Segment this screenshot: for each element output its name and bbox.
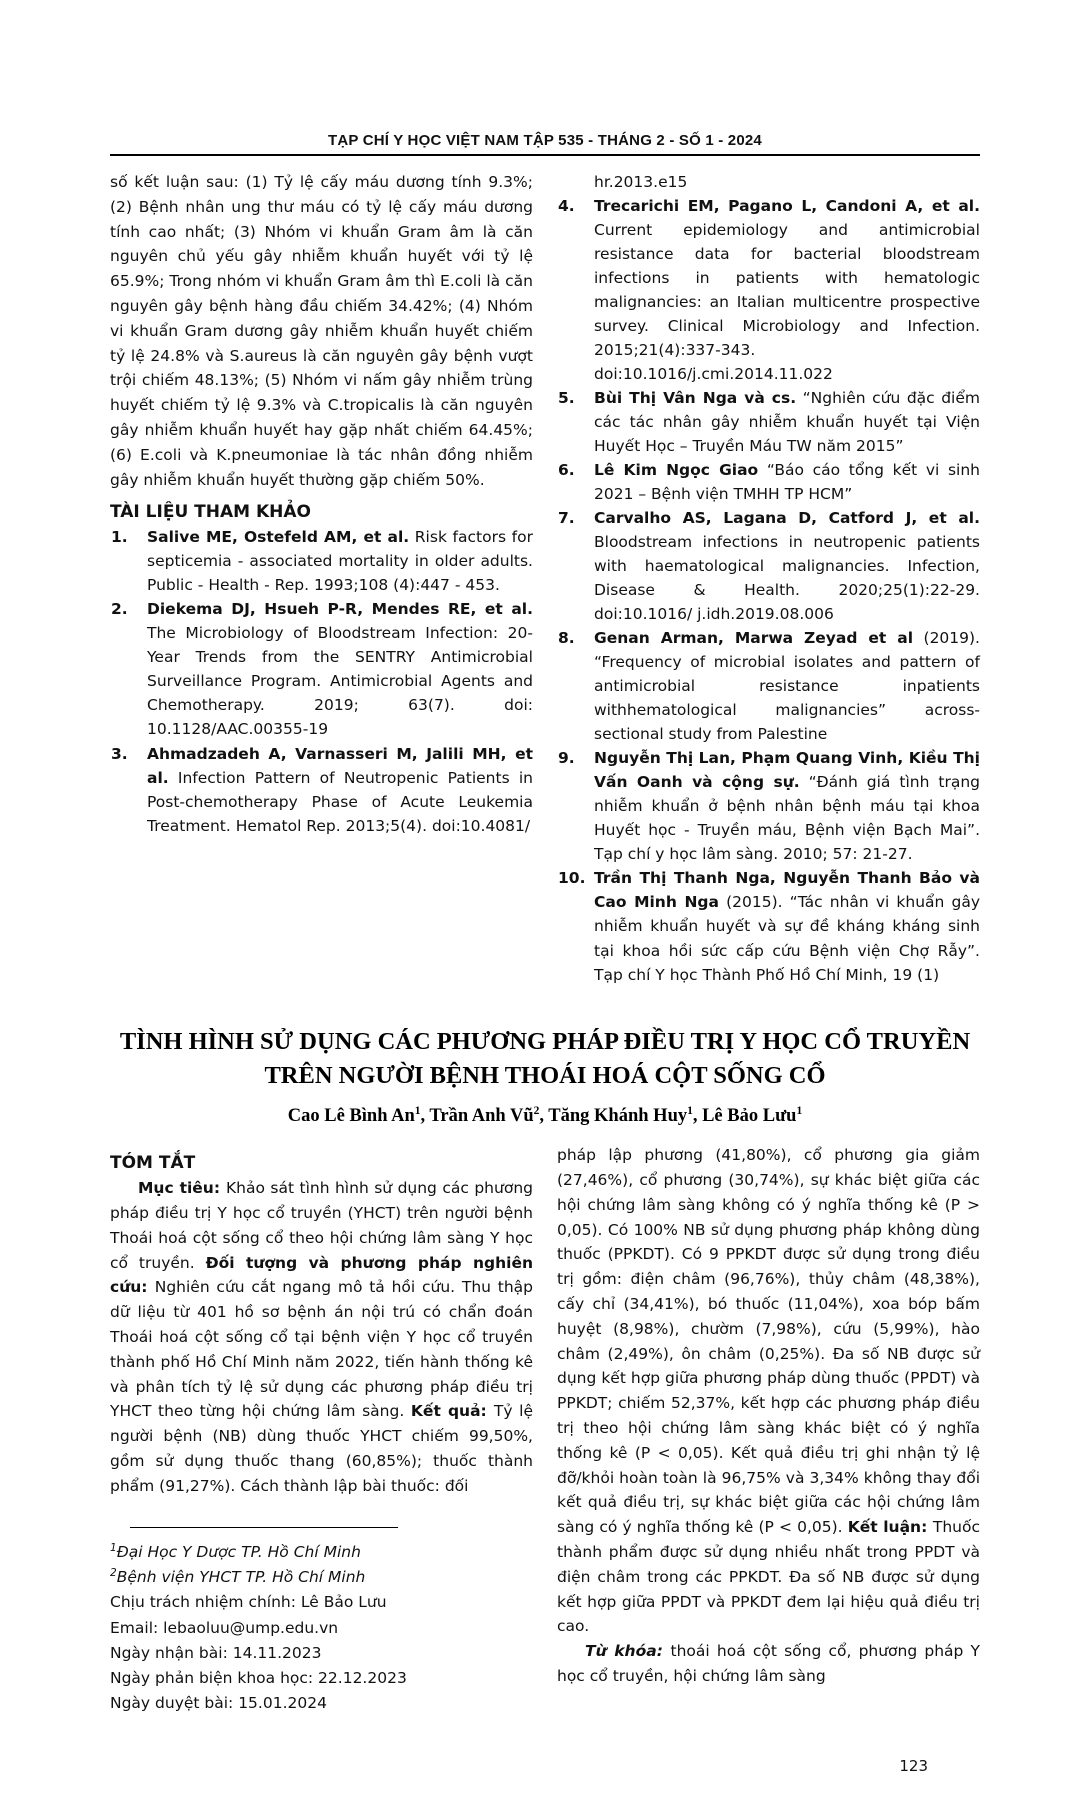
reference-text: Current epidemiology and antimicrobial resistance data for bacterial bloodstream infections in patients with hematologic malignancies: an Italian multicentre prospective survey. Clinical Microbiology and Infection. 2015;21(4):337-343. doi:10.1016/j.cmi.2014.11.022 — [594, 221, 980, 384]
reference-number: 10. — [558, 869, 586, 888]
abstract-left-column — [110, 1143, 533, 1716]
abstract-section — [110, 1143, 980, 1716]
reference-list-left — [110, 525, 533, 837]
author-name: , Lê Bảo Lưu — [692, 1106, 797, 1127]
reference-item — [557, 626, 980, 746]
conclusion-paragraph: số kết luận sau: (1) Tỷ lệ cấy máu dương tính 9.3%; (2) Bệnh nhân ung thư máu có tỷ lệ cấy máu dương tính cao nhất; (3) Nhóm vi khuẩn Gram âm là căn nguyên chủ yếu gây nhiễm khuẩn huyết với tỷ lệ 65.9%; Trong nhóm vi khuẩn Gram âm thì E.coli là căn nguyên gây bệnh hàng đầu chiếm 34.42%; (4) Nhóm vi khuẩn Gram dương gây nhiễm khuẩn huyết chiếm tỷ lệ 24.8% và S.aureus là căn nguyên gây bệnh vượt trội chiếm 48.13%; (5) Nhóm vi nấm gây nhiễm trùng huyết chiếm tỷ lệ 9.3% và C.tropicalis là căn nguyên gây nhiễm khuẩn huyết hay gặp nhất chiếm 64.45%; (6) E.coli và K.pneumoniae là tác nhân đồng nhiễm gây nhiễm khuẩn huyết thường gặp chiếm 50%. — [110, 173, 533, 489]
reference-continuation: hr.2013.e15 — [594, 173, 688, 191]
left-column — [110, 170, 533, 987]
author-affiliation-sup: 1 — [687, 1105, 693, 1118]
affiliation-sup: 1 — [110, 1541, 117, 1554]
reference-authors: Trecarichi EM, Pagano L, Candoni A, et al. — [594, 197, 980, 216]
author-affiliation-sup: 2 — [533, 1105, 540, 1118]
corresponding-author-line: Chịu trách nhiệm chính: Lê Bảo Lưu — [110, 1593, 387, 1612]
page-number: 123 — [899, 1756, 928, 1775]
reference-item — [557, 866, 980, 986]
footnote-rule — [130, 1527, 398, 1528]
received-date-line: Ngày nhận bài: 14.11.2023 — [110, 1643, 322, 1662]
reference-text: (2015). “Tác nhân vi khuẩn gây nhiễm khuẩn huyết và sự đề kháng kháng sinh tại khoa hồi sức cấp cứu Bệnh viện Chợ Rẫy”. Tạp chí Y học Thành Phố Hồ Chí Minh, 19 (1) — [594, 893, 980, 984]
reference-number: 1. — [111, 528, 128, 547]
reference-number: 4. — [558, 197, 575, 216]
reference-item — [557, 194, 980, 386]
email-line: Email: lebaoluu@ump.edu.vn — [110, 1618, 339, 1637]
abstract-paragraph-right — [557, 1143, 980, 1639]
reference-number: 8. — [558, 629, 575, 648]
author-affiliation-sup: 1 — [796, 1105, 803, 1118]
reference-number: 5. — [558, 389, 575, 408]
accepted-date-line: Ngày duyệt bài: 15.01.2024 — [110, 1694, 327, 1713]
abstract-methods-text: Nghiên cứu cắt ngang mô tả hồi cứu. Thu thập dữ liệu từ 401 hồ sơ bệnh án nội trú có chẩn đoán Thoái hoá cột sống cổ tại bệnh viện Y học cổ truyền thành phố Hồ Chí Minh năm 2022, tiến hành thống kê và phân tích tỷ lệ sử dụng các phương pháp điều trị YHCT theo từng hội chứng lâm sàng. — [110, 1278, 533, 1421]
affiliation-1 — [110, 1540, 533, 1565]
references-section — [110, 170, 980, 987]
keywords-label: Từ khóa: — [585, 1642, 671, 1661]
abstract-heading: TÓM TẮT — [110, 1153, 196, 1174]
reference-authors: Nguyễn Thị Lan, Phạm Quang Vinh, Kiều Thị Vấn Oanh và cộng sự. — [594, 749, 980, 792]
reference-authors: Trần Thị Thanh Nga, Nguyễn Thanh Bảo và Cao Minh Nga — [594, 869, 980, 912]
reference-text: Bloodstream infections in neutropenic patients with haematological malignancies. Infection, Disease & Health. 2020;25(1):22-29. doi:10.1016/ j.idh.2019.08.006 — [594, 533, 980, 624]
reference-item — [110, 525, 533, 597]
right-column — [557, 170, 980, 987]
reference-authors: Salive ME, Ostefeld AM, et al. — [147, 528, 410, 547]
abstract-methods-label: Đối tượng và phương pháp nghiên cứu: — [110, 1253, 534, 1297]
reference-number: 9. — [558, 749, 575, 768]
reference-authors: Bùi Thị Vân Nga và cs. — [594, 389, 797, 408]
abstract-right-column — [557, 1143, 980, 1716]
article-title-line1: TÌNH HÌNH SỬ DỤNG CÁC PHƯƠNG PHÁP ĐIỀU TRỊ Y HỌC CỔ TRUYỀN — [119, 1027, 971, 1055]
reference-text: “Báo cáo tổng kết vi sinh 2021 – Bệnh viện TMHH TP HCM” — [594, 461, 980, 504]
reference-number: 7. — [558, 509, 575, 528]
affiliation-text: Đại Học Y Dược TP. Hồ Chí Minh — [116, 1542, 361, 1561]
keywords-paragraph — [557, 1639, 980, 1689]
reference-authors: Genan Arman, Marwa Zeyad et al — [594, 629, 914, 648]
affiliation-sup: 2 — [110, 1567, 117, 1580]
keywords-text: thoái hoá cột sống cổ, phương pháp Y học cổ truyền, hội chứng lâm sàng — [557, 1642, 980, 1686]
reference-text: “Nghiên cứu đặc điểm các tác nhân gây nhiễm khuẩn huyết tại Viện Huyết Học – Truyền Máu TW năm 2015” — [594, 389, 980, 456]
reference-number: 2. — [111, 600, 128, 619]
author-line — [110, 1105, 980, 1127]
reference-number: 6. — [558, 461, 575, 480]
reference-list-right — [557, 194, 980, 987]
article-title-line2: TRÊN NGƯỜI BỆNH THOÁI HOÁ CỘT SỐNG CỔ — [264, 1061, 826, 1089]
footnote-block — [110, 1540, 533, 1717]
reference-number: 3. — [111, 744, 128, 763]
abstract-paragraph-left — [110, 1176, 533, 1498]
reference-text: The Microbiology of Bloodstream Infection: 20-Year Trends from the SENTRY Antimicrobial Surveillance Program. Antimicrobial Agents and Chemotherapy. 2019; 63(7). doi: 10.1128/AAC.00355-19 — [147, 624, 533, 739]
reference-text: (2019). “Frequency of microbial isolates and pattern of antimicrobial resistance inpatients withhematological malignancies” across-sectional study from Palestine — [594, 629, 980, 744]
reference-text: “Đánh giá tình trạng nhiễm khuẩn ở bệnh nhân bệnh máu tại khoa Huyết học - Truyền máu, Bệnh viện Bạch Mai”. Tạp chí y học lâm sàng. 2010; 57: 21-27. — [594, 773, 980, 864]
abstract-conclusion-text: Thuốc thành phẩm được sử dụng nhiều nhất trong PPDT và điện châm trong các PPKDT. Đa số NB được sử dụng kết hợp giữa PPDT và PPKDT đem lại hiệu quả điều trị cao. — [557, 1518, 980, 1636]
reference-authors: Carvalho AS, Lagana D, Catford J, et al. — [594, 509, 980, 528]
affiliation-2 — [110, 1565, 533, 1590]
author-affiliation-sup: 1 — [414, 1105, 421, 1118]
article-title — [110, 1025, 980, 1094]
abstract-objective-label: Mục tiêu: — [138, 1179, 226, 1198]
reviewed-date-line: Ngày phản biện khoa học: 22.12.2023 — [110, 1669, 407, 1688]
author-name: , Tăng Khánh Huy — [539, 1106, 688, 1127]
journal-running-head: TẠP CHÍ Y HỌC VIỆT NAM TẬP 535 - THÁNG 2 - SỐ 1 - 2024 — [110, 132, 980, 156]
reference-item — [557, 386, 980, 458]
reference-authors: Lê Kim Ngọc Giao — [594, 461, 759, 480]
reference-item — [557, 506, 980, 626]
author-name: Cao Lê Bình An — [287, 1106, 415, 1127]
reference-item — [557, 746, 980, 866]
reference-authors: Ahmadzadeh A, Varnasseri M, Jalili MH, et al. — [147, 744, 533, 787]
reference-text: Risk factors for septicemia - associated mortality in older adults. Public - Health - Rep. 1993;108 (4):447 - 453. — [147, 528, 533, 595]
abstract-objective-text: Khảo sát tình hình sử dụng các phương pháp điều trị Y học cổ truyền (YHCT) trên người bệnh Thoái hoá cột sống cổ theo hội chứng lâm sàng Y học cổ truyền. — [110, 1179, 533, 1272]
reference-item — [110, 742, 533, 838]
reference-authors: Diekema DJ, Hsueh P-R, Mendes RE, et al. — [147, 600, 533, 619]
abstract-results-text: Tỷ lệ người bệnh (NB) dùng thuốc YHCT chiếm 99,50%, gồm sử dụng thuốc thang (60,85%); thuốc thành phẩm (91,27%). Cách thành lập bài thuốc: đối — [110, 1402, 534, 1495]
abstract-conclusion-label: Kết luận: — [847, 1518, 933, 1537]
reference-item — [110, 597, 533, 741]
reference-item — [557, 458, 980, 506]
abstract-results-text-cont: pháp lập phương (41,80%), cổ phương gia giảm (27,46%), cổ phương (30,74%), sự khác biệt giữa các hội chứng lâm sàng không có ý nghĩa thống kê (P > 0,05). Có 100% NB sử dụng phương pháp không dùng thuốc (PPKDT). Có 9 PPKDT được sử dụng trong điều trị gồm: điện châm (96,76%), thủy châm (48,38%), cấy chỉ (34,41%), bó thuốc (11,04%), xoa bóp bấm huyệt (8,98%), chườm (7,98%), cứu (5,99%), hào châm (2,49%), ôn châm (0,25%). Đa số NB được sử dụng kết hợp giữa phương pháp dùng thuốc (PPDT) và PPKDT; chiếm 52,37%, kết hợp các phương pháp điều trị theo hội chứng lâm sàng khác biệt có ý nghĩa thống kê (P < 0,05). Kết quả điều trị ghi nhận tỷ lệ đỡ/khỏi hoàn toàn là 96,75% và 3,34% không thay đổi kết quả điều trị, sự khác biệt giữa các hội chứng lâm sàng có ý nghĩa thống kê (P < 0,05). — [557, 1146, 980, 1537]
reference-text: Infection Pattern of Neutropenic Patients in Post-chemotherapy Phase of Acute Leukemia Treatment. Hematol Rep. 2013;5(4). doi:10.4081/ — [147, 768, 533, 835]
author-name: , Trần Anh Vũ — [420, 1106, 534, 1127]
affiliation-text: Bệnh viện YHCT TP. Hồ Chí Minh — [116, 1568, 366, 1587]
references-heading: TÀI LIỆU THAM KHẢO — [110, 502, 311, 523]
abstract-results-label: Kết quả: — [410, 1402, 494, 1421]
